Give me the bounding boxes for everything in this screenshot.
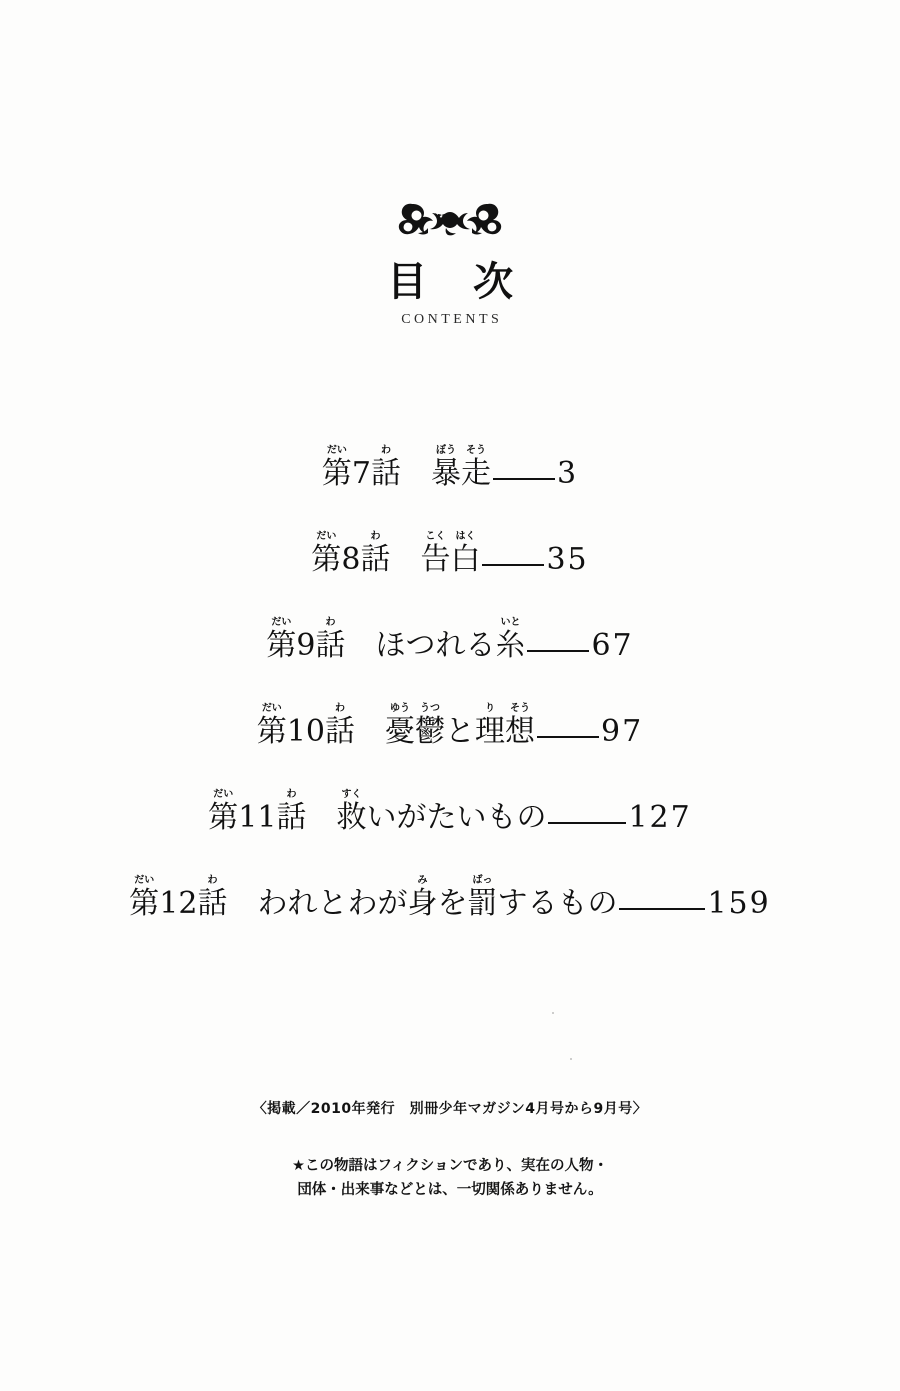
chapter-title-furigana: いと bbox=[500, 616, 521, 628]
chapter-number-furigana: わ bbox=[370, 530, 381, 542]
chapter-number-part bbox=[208, 788, 238, 836]
chapter-number-base: 話 bbox=[315, 627, 346, 663]
chapter-title-base: われとわが bbox=[257, 885, 408, 921]
chapter-title-furigana: ぼう bbox=[436, 444, 456, 456]
page-title: 目 次 bbox=[387, 258, 529, 305]
chapter-number-base: 話 bbox=[325, 713, 355, 749]
chapter-title-part bbox=[445, 702, 475, 750]
chapter-title-furigana bbox=[458, 702, 461, 715]
toc-entry-chapter bbox=[129, 874, 770, 922]
toc-leader-rule bbox=[482, 564, 544, 567]
chapter-number-part bbox=[311, 530, 341, 578]
chapter-number-part bbox=[129, 874, 159, 922]
chapter-title-furigana: はく bbox=[455, 530, 476, 542]
chapter-number-furigana bbox=[304, 616, 307, 629]
toc-entry-chapter bbox=[208, 788, 691, 836]
chapter-title-part bbox=[366, 788, 546, 836]
chapter-number-furigana: だい bbox=[316, 530, 337, 542]
chapter-title-part bbox=[375, 616, 495, 664]
chapter-number-furigana: わ bbox=[286, 788, 297, 800]
chapter-number-part bbox=[238, 788, 276, 836]
chapter-title-base: 鬱 bbox=[415, 713, 445, 749]
paper-speck bbox=[552, 1012, 554, 1014]
chapter-number-part bbox=[352, 444, 371, 492]
chapter-title-part bbox=[505, 702, 535, 750]
chapter-number-furigana bbox=[304, 702, 307, 715]
chapter-number-furigana: わ bbox=[335, 702, 345, 714]
chapter-title-furigana: そう bbox=[510, 702, 530, 714]
chapter-number-furigana: わ bbox=[325, 616, 336, 628]
chapter-number-base: 7 bbox=[351, 455, 371, 491]
toc-entry[interactable] bbox=[0, 491, 900, 577]
chapter-title-base: ほつれる bbox=[375, 627, 496, 663]
chapter-title-base: を bbox=[437, 885, 468, 921]
chapter-number-part bbox=[360, 530, 390, 578]
chapter-title-furigana: ゆう bbox=[390, 702, 410, 714]
chapter-number-base: 話 bbox=[197, 885, 228, 921]
chapter-number-part bbox=[197, 874, 227, 922]
chapter-number-base: 11 bbox=[238, 799, 277, 835]
chapter-number-part bbox=[341, 530, 360, 578]
chapter-title-furigana bbox=[451, 874, 454, 887]
toc-entry-page-number: 35 bbox=[546, 541, 589, 577]
toc-entry-page-number: 97 bbox=[601, 713, 644, 749]
disclaimer-text-1: この物語はフィクションであり、実在の人物・ bbox=[304, 1158, 609, 1174]
chapter-number-base: 8 bbox=[341, 541, 361, 577]
toc-entry-page-number: 3 bbox=[557, 455, 579, 491]
chapter-title-part bbox=[415, 702, 445, 750]
chapter-title-furigana bbox=[434, 616, 437, 629]
disclaimer bbox=[0, 1155, 900, 1203]
chapter-number-base: 第 bbox=[321, 455, 352, 491]
chapter-title-furigana: こく bbox=[425, 530, 446, 542]
chapter-title-base: いがたいもの bbox=[366, 799, 547, 835]
chapter-title-part bbox=[407, 874, 437, 922]
toc-entry[interactable] bbox=[0, 749, 900, 835]
chapter-title-base: 告 bbox=[420, 541, 451, 577]
disclaimer-line-2: 団体・出来事などとは、一切関係ありません。 bbox=[297, 1181, 603, 1198]
disclaimer-star: ★ bbox=[291, 1158, 305, 1174]
chapter-title-base: 憂 bbox=[385, 713, 415, 749]
chapter-title-part bbox=[420, 530, 450, 578]
chapter-number-part bbox=[257, 702, 287, 750]
chapter-title-part bbox=[461, 444, 491, 492]
chapter-number-part bbox=[315, 616, 345, 664]
chapter-number-furigana bbox=[256, 788, 259, 801]
chapter-number-base: 第 bbox=[256, 713, 287, 749]
chapter-title-furigana: すく bbox=[341, 788, 362, 800]
chapter-number-furigana: だい bbox=[134, 874, 155, 886]
chapter-title-base: 救 bbox=[336, 799, 367, 835]
chapter-number-base: 第 bbox=[129, 885, 160, 921]
chapter-title-base: と bbox=[445, 713, 475, 749]
chapter-title-part bbox=[497, 874, 617, 922]
toc-leader-rule bbox=[493, 478, 555, 481]
chapter-title-furigana: うつ bbox=[420, 702, 440, 714]
chapter-title-base: 理 bbox=[475, 713, 505, 749]
chapter-number-furigana: だい bbox=[271, 616, 292, 628]
toc-entry-page-number: 127 bbox=[628, 799, 692, 835]
chapter-title-base: 糸 bbox=[495, 627, 526, 663]
chapter-number-furigana bbox=[177, 874, 180, 887]
toc-leader-rule bbox=[619, 908, 705, 911]
toc-entry[interactable] bbox=[0, 405, 900, 491]
chapter-title-furigana: ばっ bbox=[472, 874, 493, 886]
chapter-number-part bbox=[322, 444, 352, 492]
chapter-title-base: するもの bbox=[497, 885, 618, 921]
chapter-title-part bbox=[495, 616, 525, 664]
chapter-number-base: 話 bbox=[360, 541, 391, 577]
chapter-number-furigana bbox=[349, 530, 352, 543]
chapter-number-base: 話 bbox=[371, 455, 401, 491]
chapter-number-furigana: わ bbox=[207, 874, 218, 886]
chapter-title-furigana bbox=[331, 874, 334, 887]
chapter-title-base: 想 bbox=[505, 713, 535, 749]
chapter-number-part bbox=[266, 616, 296, 664]
chapter-title-base: 白 bbox=[450, 541, 481, 577]
chapter-number-base: 第 bbox=[266, 627, 297, 663]
chapter-title-part bbox=[437, 874, 467, 922]
chapter-number-base: 話 bbox=[276, 799, 307, 835]
toc-entry[interactable] bbox=[0, 663, 900, 749]
chapter-number-base: 10 bbox=[286, 713, 325, 749]
chapter-title-furigana: そう bbox=[466, 444, 486, 456]
chapter-title-base: 暴 bbox=[431, 455, 461, 491]
disclaimer-line-1 bbox=[0, 1155, 900, 1179]
chapter-number-part bbox=[371, 444, 401, 492]
chapter-title-base: 走 bbox=[461, 455, 491, 491]
toc-entry-chapter bbox=[322, 444, 578, 492]
chapter-number-part bbox=[287, 702, 325, 750]
toc-entry-page-number: 159 bbox=[707, 885, 771, 921]
toc-leader-rule bbox=[537, 736, 599, 739]
chapter-number-furigana: だい bbox=[326, 444, 347, 456]
chapter-title-base: 身 bbox=[407, 885, 438, 921]
chapter-title-part bbox=[475, 702, 505, 750]
chapter-title-part bbox=[385, 702, 415, 750]
chapter-number-furigana: だい bbox=[213, 788, 234, 800]
table-of-contents bbox=[0, 405, 900, 921]
chapter-title-furigana: み bbox=[417, 874, 428, 886]
chapter-number-base: 第 bbox=[208, 799, 239, 835]
floral-ornament bbox=[0, 198, 900, 244]
chapter-number-furigana: わ bbox=[381, 444, 391, 456]
chapter-number-part bbox=[159, 874, 197, 922]
chapter-title-part bbox=[467, 874, 497, 922]
chapter-title-part bbox=[450, 530, 480, 578]
toc-entry-page-number: 67 bbox=[591, 627, 634, 663]
toc-leader-rule bbox=[548, 822, 626, 825]
chapter-number-base: 12 bbox=[159, 885, 198, 921]
chapter-number-part bbox=[296, 616, 315, 664]
chapter-title-part bbox=[257, 874, 407, 922]
chapter-title-part bbox=[336, 788, 366, 836]
chapter-number-part bbox=[276, 788, 306, 836]
paper-speck bbox=[570, 1058, 572, 1060]
chapter-number-base: 第 bbox=[311, 541, 342, 577]
toc-entry-chapter bbox=[257, 702, 643, 750]
chapter-number-base: 9 bbox=[296, 627, 316, 663]
page-subtitle: CONTENTS bbox=[401, 312, 503, 327]
toc-entry-chapter bbox=[311, 530, 588, 578]
publication-note: 〈掲載／2010年発行 別冊少年マガジン4月号から9月号〉 bbox=[252, 1101, 648, 1117]
toc-entry[interactable] bbox=[0, 835, 900, 921]
chapter-title-furigana bbox=[556, 874, 559, 887]
toc-entry-chapter bbox=[266, 616, 633, 664]
page-title-block bbox=[0, 258, 900, 328]
chapter-number-part bbox=[325, 702, 355, 750]
chapter-title-furigana: り bbox=[485, 702, 495, 714]
chapter-title-base: 罰 bbox=[467, 885, 498, 921]
toc-entry[interactable] bbox=[0, 577, 900, 663]
toc-leader-rule bbox=[527, 650, 589, 653]
chapter-title-furigana bbox=[455, 788, 458, 801]
chapter-title-part bbox=[431, 444, 461, 492]
chapter-number-furigana: だい bbox=[261, 702, 282, 714]
chapter-number-furigana bbox=[360, 444, 363, 457]
